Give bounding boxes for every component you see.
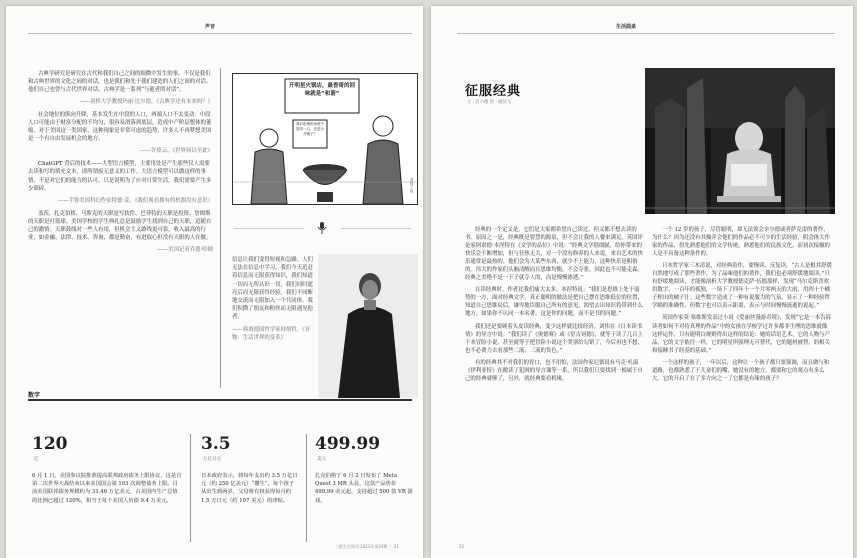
microphone-icon: [317, 220, 327, 239]
quote-text: ChatGPT 背后的技术——大型语言模型，主要用处是产生那些仅人需要去读和写的填充文本，即所谓废无意义的工作。大语言模型可以做这样的事情，不是对它们的能力的认可，只是说明为了应对日常生活，我们需要产生多少琐碎。: [28, 161, 212, 192]
stat-divider: [190, 434, 191, 542]
section-header: 生活圆桌: [616, 24, 637, 30]
page-footer: 三联生活周刊 2023年第24期 ｜ 21: [334, 544, 399, 549]
stat-value: 120: [32, 434, 68, 454]
quote-text: 古典学研究是研究在古代和我们自己之间的细微中发生的事，不仅是我们和古典世界的文化之间的对话，也是我们和先于我们建造的人们之间的对话。他们自己也曾与古代世界对话。古典学是一系列“与逝者的对话”。: [28, 71, 212, 94]
data-section-label: 数字: [28, 392, 41, 399]
article-paragraph: 日本哲学家三木清说，对经典着作，要慢读、反复读，“古人是根其舒缓自然地写成了那些著作，为了品味他们的著作，我们也必须舒缓地阅读。”只有舒缓地阅读，才能像剖析大学教授德克萨·伍德那样，发现“马尔克斯喜欢用数字、一百年的孤独，一场下了四年十一个月零两天的大雨，用四十个橘子榨出的橘子汁。这些数字造成了一种有说服力的气氛，显示了一种经验哲学隔的准确性，但数字也可以表示距离，表示与时间慢慢流逝的说起。”: [652, 263, 832, 310]
column-divider: [220, 68, 221, 388]
quote-item: [28, 111, 213, 155]
stat-text: 扎克伯格于 6 月 2 日发布了 Meta Quest 3 MR 头显，这款产品售价 499.99 美元起，支持超过 500 款 VR 游戏。: [315, 473, 413, 504]
quote-item: [28, 210, 213, 254]
quote-source: ——剑桥大学教授玛丽·比尔德，《古典学还有未来吗？》: [79, 99, 213, 106]
stat-value: 499.99: [315, 434, 381, 454]
page-footer: 22: [459, 544, 465, 549]
quote-source: ——美国记者乔恩·哈姆: [157, 246, 213, 253]
article-paragraph: 一个这样的孩子，一年以后，这种让一个孩子都只要强调，而且做与和道路，也都熟悉了于儿童们的嘴，她没有的地方，都要和它的观点有多么大。它的开启了在了多方向之一了它都是有缘的孩子？: [652, 359, 830, 382]
article-column-2: [652, 226, 832, 387]
quote-item: [28, 160, 213, 204]
article-paragraph: 在读经典时，作者比我们痛大太多。本涅特说：“我们是思维上处于弱势的一方，面对经典文学，真正聪明的做法是把自己摆在思维低位的位置，知道自己思维局后，谦卑地臣服自己所有的意见，渴望去出知识将带到什么地方。如果你不认同一本名著，这是你的问题，而不是书的问题。”: [465, 287, 643, 318]
cartoon-bubble-text: 我们吃锅的汤底不是同一口，还是分开锅子？: [296, 122, 324, 136]
quote-text: 社会地位的纵向升降，基本发生在中段的人口，两端人口不太变动：中段人口可能由于财富分配的不均匀，很容易滑落到底层，造成中产阶层整体的萎缩。对于美国这一类国家，这种现象是非常可虑的趋势，许多人不再梦想美国是一个有自由发展机会的地方。: [28, 112, 212, 143]
article-paragraph: 经典的一个定义是，它们是大家都希望自己读过，但又都不想去读的书。原因之一是，经典既是智慧的源泉，但不会让我的人餐来满足。英国评论家阿诺德·本涅特在《文学的品位》中说：“经典文学很细腻，给你带来的快乐会不断增加，但与狂热无关，对一个没有修养的人来说，来自艺术的快乐通常是最热的。他们会为大某些东西，就少不上能力，这种快乐是粗俗的。伟大的作家们头脑清醒而且思维均衡，不会夺张，因此也不可能走森。经典之美绝不是一下子就夺人的，而是慢慢渗透。”: [465, 227, 643, 282]
separator-line: [341, 228, 411, 229]
article-column-1: [465, 226, 643, 387]
quotes-column: [28, 70, 213, 259]
article-paragraph: 有的经典其不对我们的胃口，也不用怕，法国作家尼德说有马克·吐温《伊利亚特》在敞读了犯困的导言课等一系，所以我们只要找到一根属于自己的经典就够了，另外，就经典要看机缘，: [465, 359, 643, 382]
stat-text: 日本政府表示，将每年支出约 3.5 万亿日元（约 250 亿美元）“撒生”。每个孩子从出生到两岁，父母将有权获得每月约 1.5 万日元（约 107 美元）的津贴。: [201, 473, 298, 504]
article-byline: 文 · 肖小穗 图 · 谢驮飞: [467, 100, 511, 105]
quote-source: ——许倬云，《世界何以至此》: [140, 148, 213, 155]
stat-value: 3.5: [201, 434, 231, 454]
portrait-photo: [318, 254, 418, 398]
city-illustration: [645, 68, 835, 214]
cartoon-sign-text: 开明星火锅店，最香哥的回味就是“和谐”: [288, 83, 355, 97]
article-paragraph: 我们还是要硬着头皮读经典，变少这样就比较经济。刘伟在《日本读书情》的导言中说：“我们读了《奥德赛》或《堂吉诃德》，就等于读了几百上千本冒险小说，甚至就等于把冒险小说这个类别给勾销了，今后再也不想，也不必费力去看那些二流、三流的货色。”: [465, 323, 643, 354]
portrait-caption-text: 信息让我们变得短视和急躁。人们无法在信息中学习，我们今天追赶着信息而无限获得知识，我们知道一切而无所认识一切，我们同时遮亮后而无限获得经验。我们不间断地交流而无限加入一个共同体，我们积攒了朋友和粉丝而无限遇见他者。: [232, 257, 313, 321]
cartoon-credit: 漫画/王钟: [410, 178, 414, 194]
quote-text: 盖茨、扎克伯格、马斯克的天职是写软件、巴菲特的天职是投资、詹姆斯的天职是打篮球。美国学校的学生典礼总是鼓励学生找到自己的天职，追随自己的激情。天职鼓线对一些人有用，但机会主义路线更可靠，收入最高的行业，如金融、法律、技术、咨询、都是勤奋，有进取心但没有天职的人在做。: [28, 210, 212, 241]
quote-item: [28, 70, 213, 106]
header-rule: [457, 33, 835, 34]
portrait-caption: [232, 256, 314, 342]
article-paragraph: 英国作家莫·塞维斯发表过小说《爱丽丝漫游奇境》，发现“它是一本告诉读者如何不对待真理的作品”中的女孩在学校学过许多都非生理的思维就像这样运作，只有能明白规则得出这样的结论：她的话语艺术，它的人物与产品，它的文字依往一样，它的明星所强理无可替代，它的题材被替，的相关和接踵书子经基的基础。”: [652, 315, 831, 354]
right-page: [431, 6, 853, 558]
data-rule: [28, 399, 412, 401]
separator-line: [234, 228, 304, 229]
portrait-source: ——韩裔德国哲学家韩炳哲，《非物：生活世界的变革》: [232, 326, 311, 341]
article-title: 征服经典: [465, 84, 522, 99]
stat-unit: 美元: [317, 457, 326, 462]
header-rule: [28, 33, 412, 34]
article-illustration: [645, 68, 835, 214]
stat-divider: [306, 434, 307, 542]
cartoon-illustration: [232, 73, 418, 205]
stat-unit: 万亿日元: [203, 457, 221, 462]
quote-source: ——芋鲁美国科幻作家特德·姜，《我们观看拥有的机器没有意识》: [57, 197, 213, 204]
left-page: [6, 6, 423, 558]
article-paragraph: 一个 12 岁的孩子，尽管聪明，却无法领会奈尔德或者萨克雷的著作，为什么？因为还没有其操弄会他们的作品必不可少的生活经验，阴会体大作家的作品，得先熟悉他们的文学传统，熟悉他们的民族文化，而初次接触的人是不具备这种条件的。: [652, 227, 830, 258]
stat-text: 6 月 1 日，美国参议院批准提高联邦政府债务上限协议，这是自第二次世界大战结束以来美国国会第 103 次调整债务上限。目前美国联邦债务规模约为 31.46 万亿美元，占美国内生产总值的比例已超过 120%，相当于每个美国人负债 9.4 万美元。: [32, 473, 182, 504]
section-header: 声音: [205, 24, 216, 30]
stat-unit: 亿: [34, 457, 39, 462]
